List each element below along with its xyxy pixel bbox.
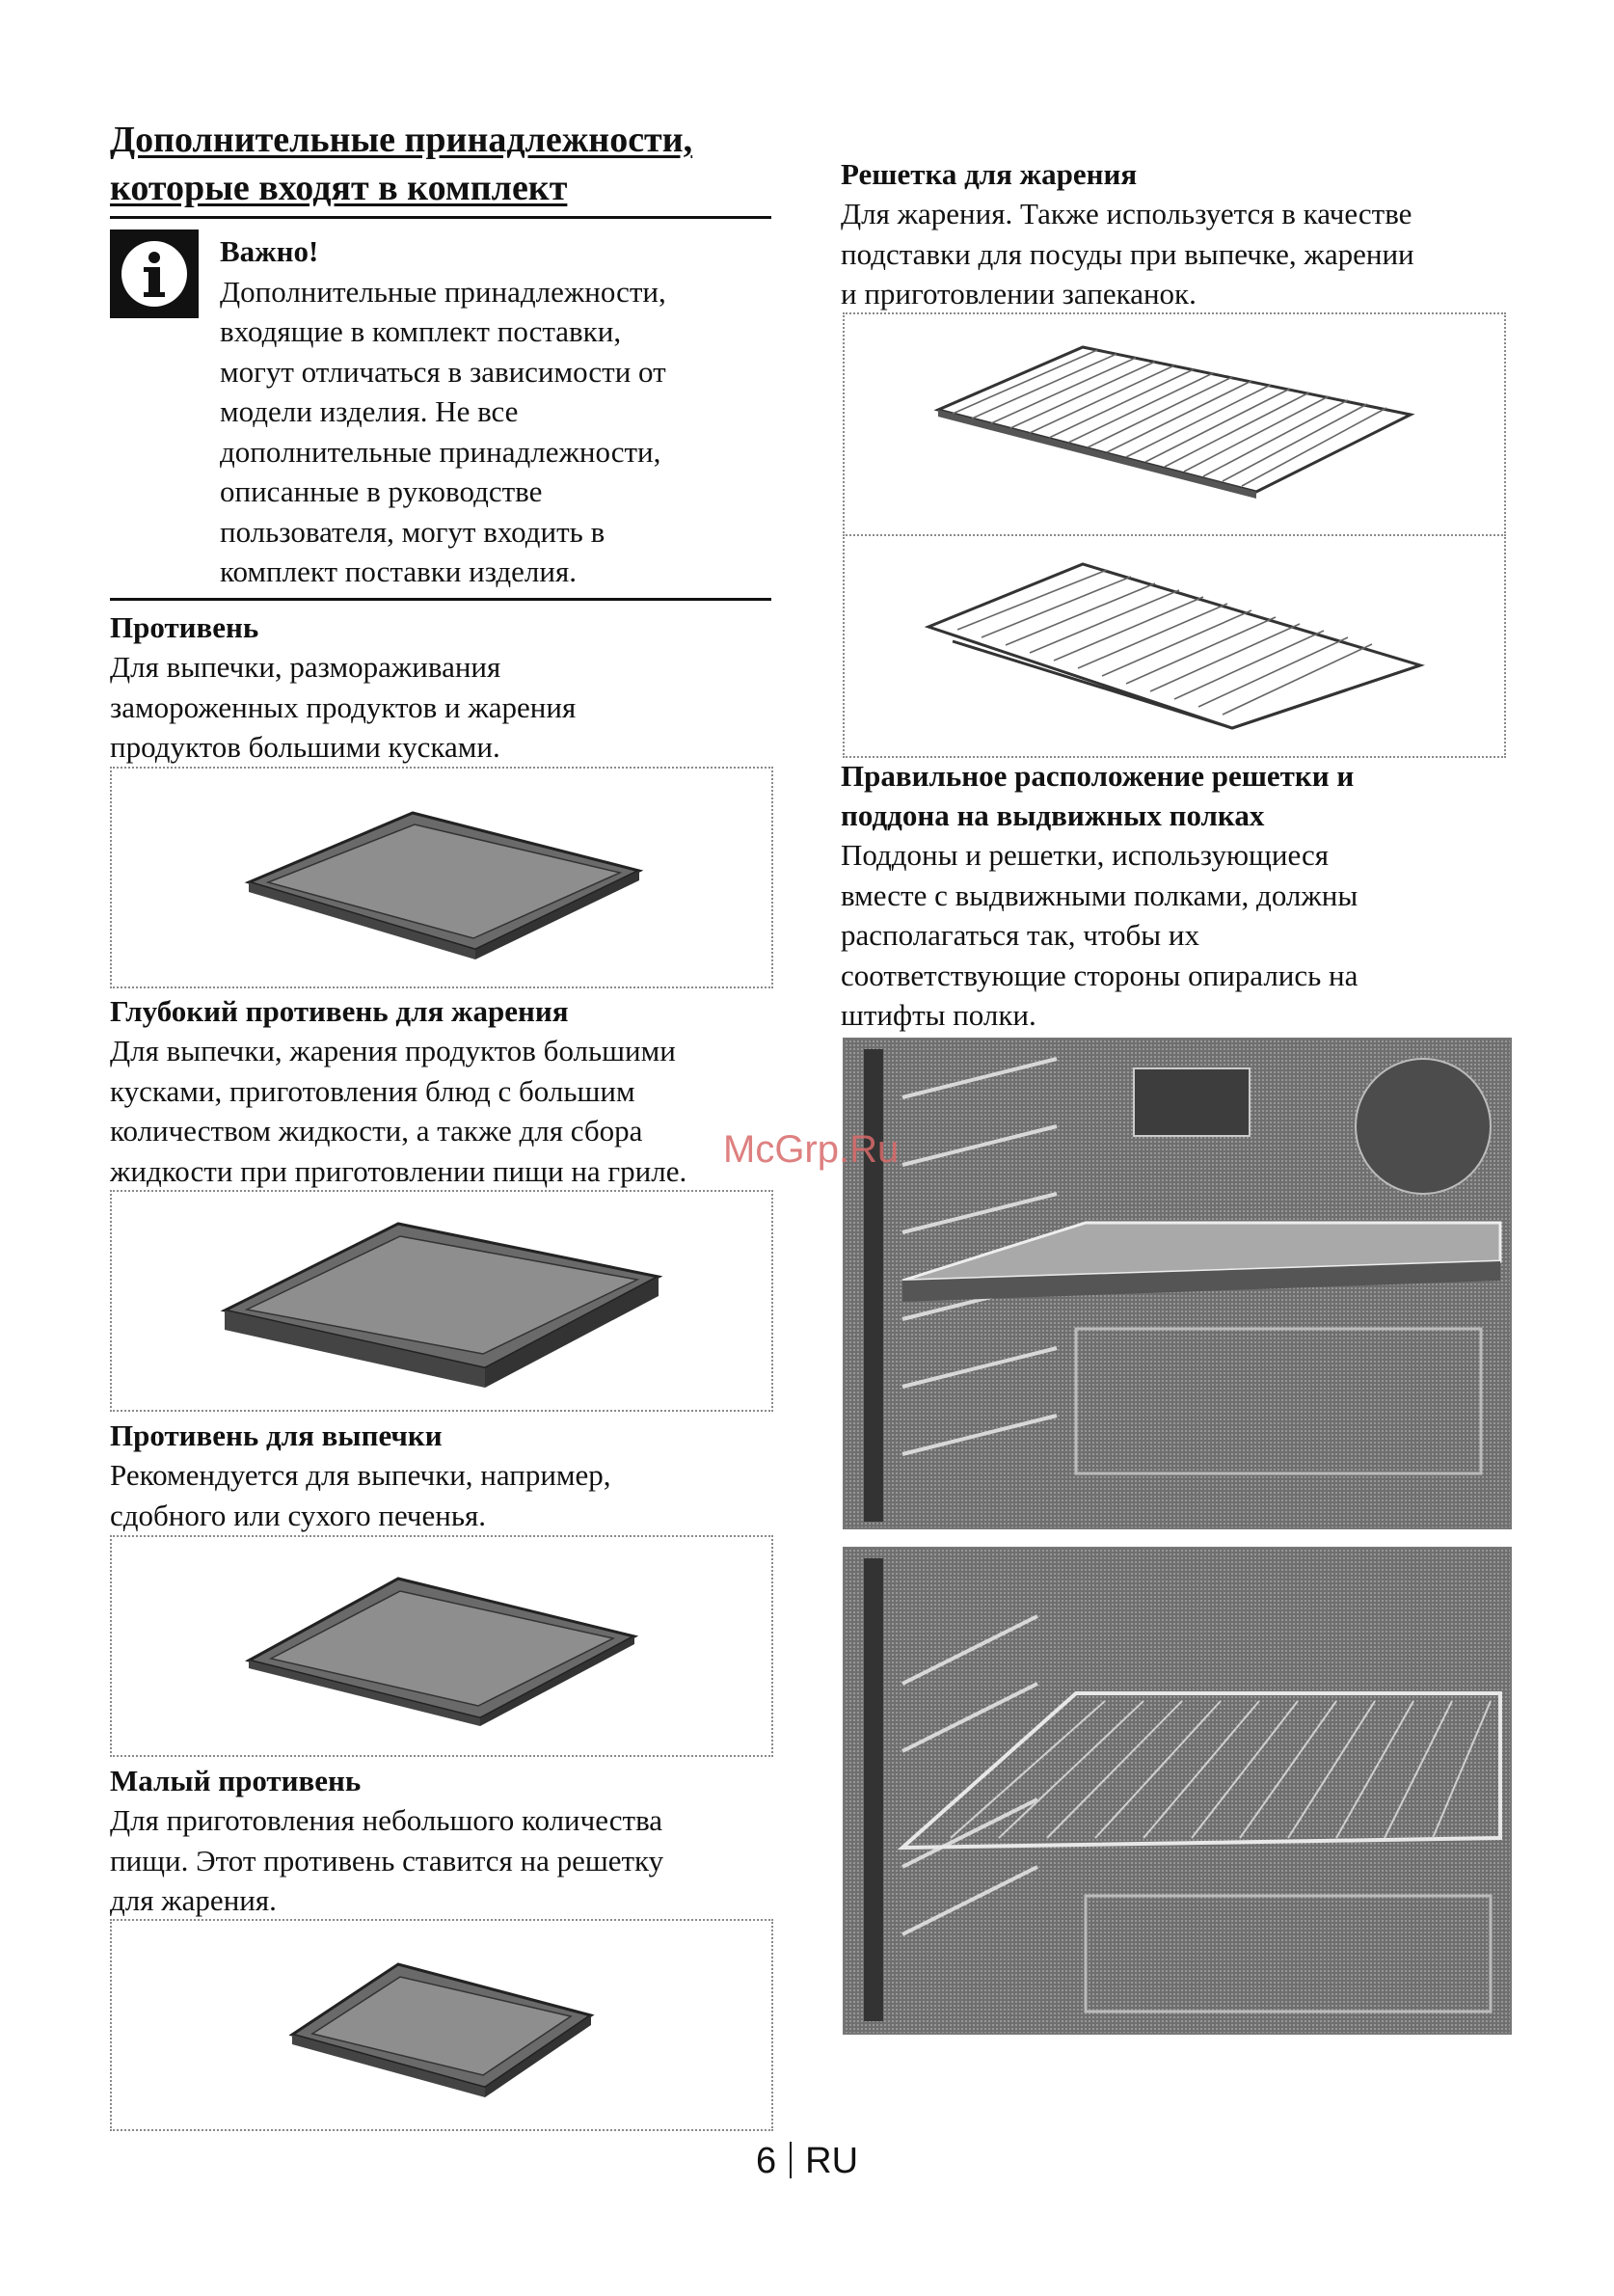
- page-number-separator: [790, 2142, 792, 2178]
- section-line: и приготовлении запеканок.: [841, 277, 1197, 311]
- notice-line: входящие в комплект поставки,: [220, 314, 622, 348]
- section-heading: Глубокий противень для жарения: [110, 994, 569, 1028]
- wire-rack-figure-1: [843, 312, 1506, 536]
- oven-rack-illustration: [845, 1549, 1510, 2033]
- section-line: Рекомендуется для выпечки, например,: [110, 1458, 611, 1492]
- notice-line: модели изделия. Не все: [220, 394, 519, 428]
- notice-line: могут отличаться в зависимости от: [220, 354, 666, 389]
- section-line: вместе с выдвижными полками, должны: [841, 878, 1358, 912]
- section-heading: Решетка для жарения: [841, 157, 1138, 191]
- section-line: Для выпечки, размораживания: [110, 650, 501, 684]
- notice-line: описанные в руководстве: [220, 474, 543, 508]
- section-line: штифты полки.: [841, 998, 1036, 1032]
- title-divider: [110, 216, 771, 219]
- tray-illustration: [229, 796, 654, 959]
- section-heading: Противень для выпечки: [110, 1418, 443, 1452]
- page-number-value: 6: [755, 2141, 777, 2181]
- wire-rack-illustration: [914, 554, 1435, 738]
- section-pastry-tray: [110, 1416, 775, 1535]
- section-divider: [110, 598, 771, 601]
- section-line: для жарения.: [110, 1883, 277, 1917]
- section-heading: Противень: [110, 610, 259, 644]
- oven-rack-photo: [843, 1547, 1512, 2035]
- section-line: замороженных продуктов и жарения: [110, 689, 577, 724]
- oven-tray-illustration: [845, 1040, 1510, 1527]
- section-line: Для приготовления небольшого количества: [110, 1803, 663, 1837]
- section-line: соответствующие стороны опирались на: [841, 958, 1358, 992]
- pastry-tray-figure: [110, 1535, 773, 1757]
- page-language: RU: [805, 2141, 859, 2181]
- section-line: жидкости при приготовлении пищи на гриле.: [110, 1153, 687, 1188]
- wire-rack-illustration: [924, 333, 1425, 516]
- small-tray-figure: [110, 1919, 773, 2131]
- notice-line: дополнительные принадлежности,: [220, 434, 661, 469]
- section-line: продуктов большими кусками.: [110, 730, 500, 764]
- section-heading: Правильное расположение решетки и: [841, 759, 1355, 793]
- wire-rack-figure-2: [843, 534, 1506, 758]
- notice-line: Дополнительные принадлежности,: [220, 274, 666, 309]
- important-notice: [220, 231, 779, 592]
- page-number: [0, 2141, 1614, 2182]
- section-rack-placement: [841, 756, 1535, 1036]
- section-line: сдобного или сухого печенья.: [110, 1498, 487, 1532]
- page-title: Дополнительные принадлежности, которые входят в комплект: [110, 120, 693, 208]
- section-line: кусками, приготовления блюд с большим: [110, 1073, 635, 1108]
- deep-tray-figure: [110, 1190, 773, 1412]
- section-heading: поддона на выдвижных полках: [841, 798, 1265, 832]
- notice-line: комплект поставки изделия.: [220, 554, 578, 588]
- watermark: McGrp.Ru: [723, 1128, 900, 1171]
- section-line: количеством жидкости, а также для сбора: [110, 1114, 643, 1148]
- section-small-tray: [110, 1761, 785, 1921]
- info-icon: [110, 230, 199, 318]
- oven-tray-photo: [843, 1038, 1512, 1529]
- section-deep-tray: [110, 991, 785, 1191]
- section-line: Для выпечки, жарения продуктов большими: [110, 1034, 676, 1067]
- notice-heading: Важно!: [220, 234, 319, 268]
- notice-line: пользователя, могут входить в: [220, 514, 605, 549]
- section-baking-tray: [110, 608, 775, 768]
- section-line: подставки для посуды при выпечке, жарении: [841, 236, 1414, 271]
- section-heading: Малый противень: [110, 1764, 362, 1797]
- section-line: пищи. Этот противень ставится на решетку: [110, 1843, 664, 1877]
- section-line: располагаться так, чтобы их: [841, 918, 1199, 952]
- tray-illustration: [278, 1953, 605, 2097]
- tray-illustration: [210, 1209, 673, 1392]
- section-line: Поддоны и решетки, использующиеся: [841, 838, 1330, 872]
- tray-illustration: [234, 1564, 649, 1728]
- baking-tray-figure: [110, 767, 773, 988]
- section-line: Для жарения. Также используется в качестве: [841, 197, 1412, 230]
- section-wire-rack: [841, 154, 1535, 314]
